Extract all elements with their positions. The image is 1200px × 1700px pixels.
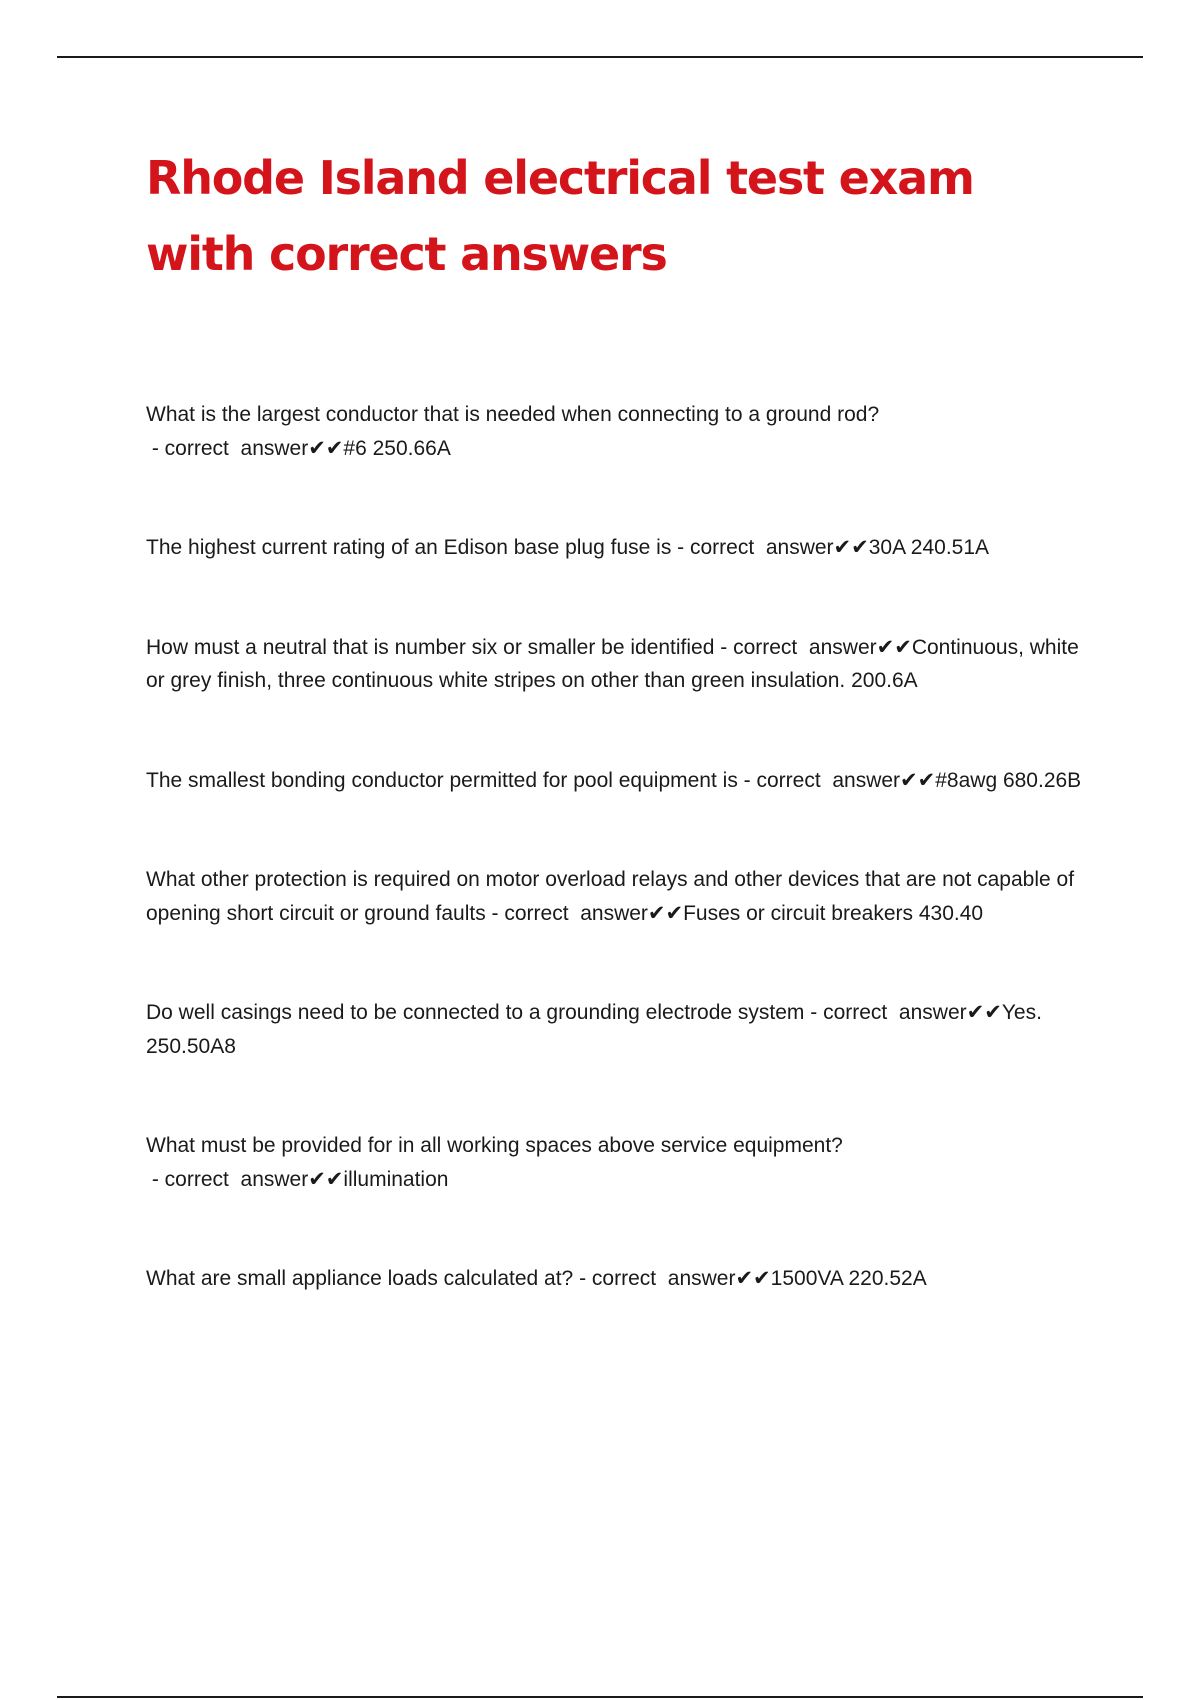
question-text: Do well casings need to be connected to a grounding electrode system — [146, 1001, 805, 1024]
question-text: What is the largest conductor that is needed when connecting to a ground rod? — [146, 403, 880, 426]
question-text: What are small appliance loads calculated at? — [146, 1267, 574, 1290]
answer-marker: - correct answer✔✔ — [146, 436, 344, 460]
answer-marker: - correct answer✔✔ — [485, 901, 684, 925]
question-text: How must a neutral that is number six or smaller be identified — [146, 635, 715, 659]
answer-text: Yes. 250.50A8 — [146, 1001, 1042, 1058]
answer-marker: - correct answer✔✔ — [804, 1001, 1002, 1024]
answer-marker: - correct answer✔✔ — [714, 635, 912, 659]
answer-text: 1500VA 220.52A — [770, 1267, 927, 1290]
header-rule — [57, 56, 1143, 58]
answer-marker: - correct answer✔✔ — [671, 536, 869, 559]
answer-marker: - correct answer✔✔ — [573, 1267, 771, 1290]
question-text: The smallest bonding conductor permitted for pool equipment is — [146, 768, 738, 792]
qa-item — [146, 1129, 1086, 1196]
qa-item — [146, 531, 1086, 565]
qa-item — [146, 1262, 1086, 1296]
qa-item — [146, 398, 1086, 465]
answer-text: Fuses or circuit breakers 430.40 — [683, 901, 984, 925]
footer-rule — [57, 1696, 1143, 1698]
answer-text: 30A 240.51A — [868, 536, 990, 559]
answer-text: #6 250.66A — [343, 436, 451, 460]
qa-item — [146, 631, 1086, 698]
answer-text: Continuous, white or grey finish, three continuous white stripes on other than green insulation. 200.6A — [146, 635, 1079, 692]
answer-text: illumination — [343, 1167, 449, 1191]
qa-item — [146, 764, 1086, 798]
qa-item — [146, 863, 1086, 930]
question-text: What must be provided for in all working spaces above service equipment? — [146, 1134, 843, 1157]
question-text: The highest current rating of an Edison base plug fuse is — [146, 536, 672, 559]
document-title: Rhode Island electrical test exam with correct answers — [146, 151, 974, 281]
qa-item — [146, 996, 1086, 1063]
qa-list — [146, 398, 1086, 1296]
answer-marker: - correct answer✔✔ — [146, 1167, 344, 1191]
question-text: What other protection is required on motor overload relays and other devices that are not capable of opening short circuit or ground faults — [146, 868, 1075, 925]
answer-marker: - correct answer✔✔ — [737, 768, 936, 792]
answer-text: #8awg 680.26B — [935, 768, 1082, 792]
